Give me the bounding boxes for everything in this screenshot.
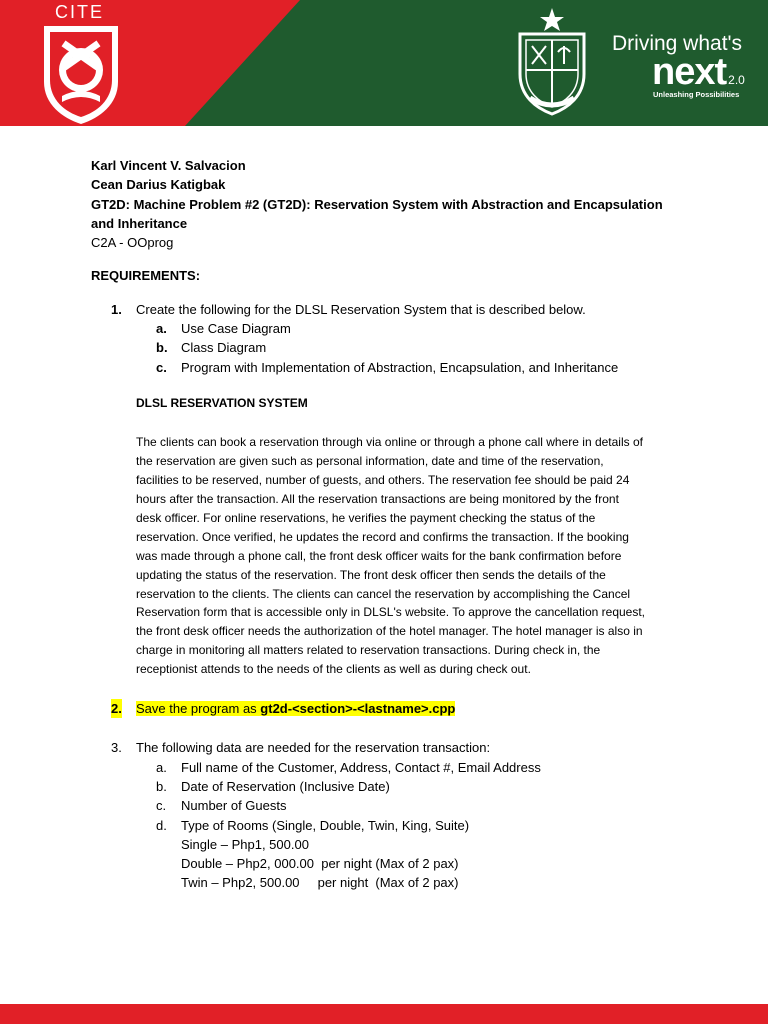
requirement-1 — [91, 300, 691, 319]
tagline — [612, 32, 762, 99]
sub-text: Date of Reservation (Inclusive Date) — [181, 778, 390, 794]
sub-label: d. — [156, 817, 167, 833]
paragraph-line: The clients can book a reservation through via online or through a phone call where in details of — [136, 435, 643, 450]
footer-bar — [0, 1004, 768, 1024]
sub-label: c. — [156, 359, 167, 375]
paragraph-line: charge in monitoring all matters related to reservation transactions. During check in, the — [136, 643, 601, 658]
requirement-3 — [91, 738, 691, 757]
requirement-3-text: The following data are needed for the reservation transaction: — [136, 740, 491, 756]
room-rate-twin: Twin – Php2, 500.00 per night (Max of 2 pax) — [181, 875, 459, 891]
paragraph-line: Reservation form that is accessible only in DLSL's website. To approve the cancellation request, — [136, 605, 646, 620]
requirement-1-sub-a — [136, 319, 691, 338]
tagline-next-word: next — [652, 51, 727, 93]
system-title: DLSL RESERVATION SYSTEM — [136, 395, 308, 410]
requirement-1-number: 1. — [111, 301, 122, 317]
paragraph-line: updating the status of the reservation. The front desk officer then sends the details of the — [136, 567, 606, 582]
room-rate-double: Double – Php2, 000.00 per night (Max of 2 pax) — [181, 856, 459, 872]
sub-label: b. — [156, 778, 167, 794]
paragraph-line: the front desk officer needs the authorization of the hotel manager. The hotel manager is also in — [136, 624, 643, 639]
sub-text: Full name of the Customer, Address, Contact #, Email Address — [181, 759, 541, 775]
room-rate-single: Single – Php1, 500.00 — [181, 836, 309, 852]
sub-text: Number of Guests — [181, 798, 287, 814]
tagline-version: 2.0 — [728, 73, 745, 87]
requirement-3-sub-b — [136, 777, 691, 796]
sub-label: b. — [156, 340, 168, 356]
cite-seal-icon — [40, 22, 122, 126]
requirement-3-number: 3. — [111, 740, 122, 756]
sub-text: Use Case Diagram — [181, 321, 291, 337]
requirement-3-sub-c — [136, 796, 691, 815]
system-description — [91, 433, 691, 679]
requirement-2 — [91, 699, 691, 718]
paragraph-line: receptionist attends to the needs of the clients as well as during check out. — [136, 662, 531, 677]
tagline-line1: Driving what's — [612, 32, 743, 55]
paragraph-line: hours after the transaction. All the reservation transactions are being monitored by the front — [136, 491, 619, 506]
author-1: Karl Vincent V. Salvacion — [91, 158, 246, 173]
requirements-heading: REQUIREMENTS: — [91, 268, 201, 284]
title-line-1: GT2D: Machine Problem #2 (GT2D): Reservation System with Abstraction and Encapsulation — [91, 196, 663, 212]
requirement-1-sub-c — [136, 358, 691, 377]
dlsl-seal-icon — [512, 4, 592, 120]
sub-text: Type of Rooms (Single, Double, Twin, King, Suite) — [181, 817, 470, 833]
paragraph-line: desk officer. For online reservations, he verifies the payment checking the status of the — [136, 510, 596, 525]
sub-text: Class Diagram — [181, 340, 267, 356]
sub-label: a. — [156, 759, 167, 775]
paragraph-line: was made through a phone call, the front desk officer waits for the bank confirmation before — [136, 548, 622, 563]
title-line-2: and Inheritance — [91, 215, 188, 231]
paragraph-line: the reservation are given such as personal information, date and time of the reservation, — [136, 454, 604, 469]
requirement-1-sub-b — [136, 338, 691, 357]
requirement-3-sub-a — [136, 758, 691, 777]
requirement-1-text: Create the following for the DLSL Reservation System that is described below. — [136, 301, 586, 317]
paragraph-line: reservation. Once verified, he updates the record and confirms the transaction. If the booking — [136, 529, 629, 544]
author-2: Cean Darius Katigbak — [91, 177, 226, 193]
requirement-2-filename: gt2d-<section>-<lastname>.cpp — [260, 701, 456, 717]
document-body — [91, 156, 691, 893]
cite-brand-text: CITE — [55, 2, 105, 22]
paragraph-line: facilities to be reserved, number of guests, and others. The reservation fee should be paid 24 — [136, 473, 630, 488]
sub-label: a. — [156, 321, 167, 337]
sub-label: c. — [156, 798, 167, 814]
requirement-2-text: Save the program as — [136, 701, 261, 717]
requirement-2-number: 2. — [111, 699, 122, 718]
header-banner — [0, 0, 768, 126]
course: C2A - OOprog — [91, 235, 174, 251]
requirement-3-sub-d — [136, 816, 691, 835]
paragraph-line: reservation to the clients. The clients can cancel the reservation by accomplishing the Cancel — [136, 586, 631, 601]
sub-text: Program with Implementation of Abstraction, Encapsulation, and Inheritance — [181, 359, 619, 375]
tagline-subtitle: Unleashing Possibilities — [653, 90, 740, 99]
